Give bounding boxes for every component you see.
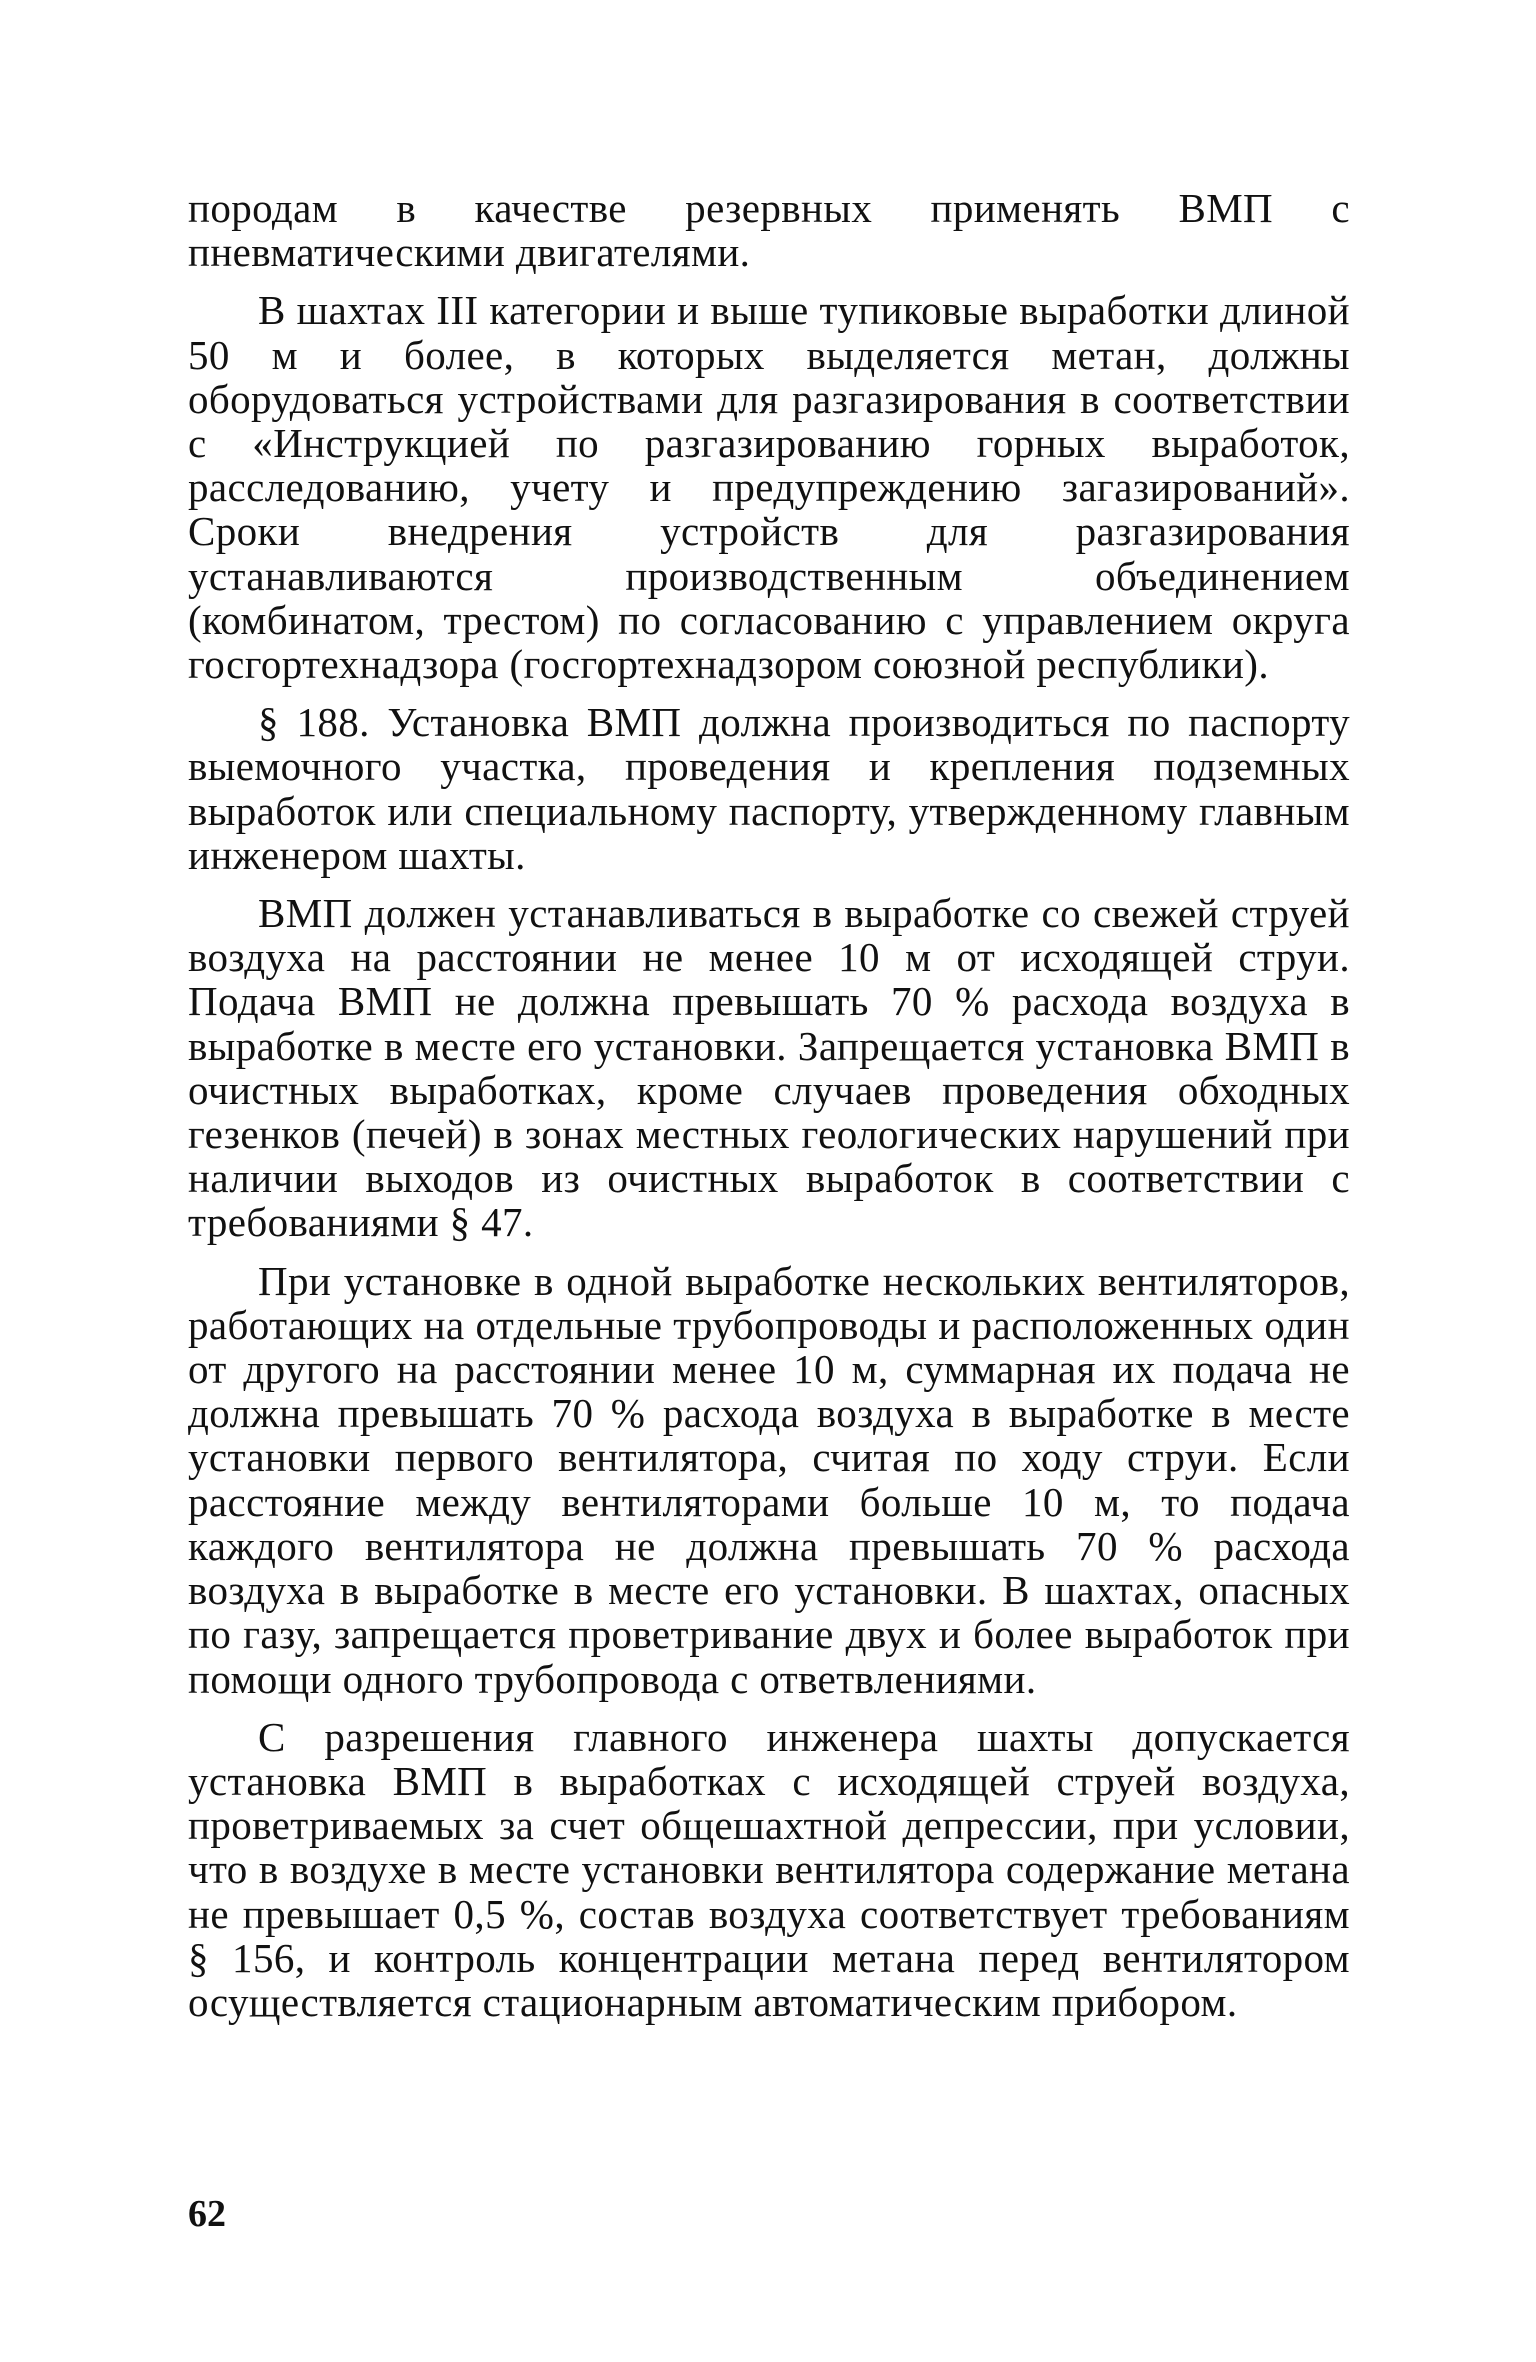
page-body <box>188 186 1350 2024</box>
paragraph-continuation: породам в качестве резервных применять ВМП с пневматическими двигателями. <box>188 185 1350 276</box>
paragraph-chief-engineer-permission: С разрешения главного инженера шахты допускается установка ВМП в выработках с исходящей струей воздуха, проветриваемых за счет общешахтной депрессии, при условии, что в воздухе в месте установки вентилятора содержание метана не превышает 0,5 %, состав воздуха соответствует требованиям § 156, и контроль концентрации метана перед вентилятором осуществляется стационарным автоматическим прибором. <box>188 1713 1350 2025</box>
paragraph-multiple-fans: При установке в одной выработке нескольких вентиляторов, работающих на отдельные трубопроводы и расположенных один от другого на расстоянии менее 10 м, суммарная их подача не должна превышать 70 % расхода воздуха в выработке в месте установки первого вентилятора, считая по ходу струи. Если расстояние между вентиляторами больше 10 м, то подача каждого вентилятора не должна превышать 70 % расхода воздуха в выработке в месте его установки. В шахтах, опасных по газу, запрещается проветривание двух и более выработок при помощи одного трубопровода с ответвлениями. <box>188 1257 1350 1702</box>
paragraph-degassing: В шахтах III категории и выше тупиковые выработки длиной 50 м и более, в которых выделяется метан, должны оборудоваться устройствами для разгазирования в соответствии с «Инструкцией по разгазированию горных выработок, расследованию, учету и предупреждению загазирований». Сроки внедрения устройств для разгазирования устанавливаются производственным объединением (комбинатом, трестом) по согласованию с управлением округа госгортехнадзора (госгортехнадзором союзной республики). <box>188 287 1350 688</box>
paragraph-section-188: § 188. Установка ВМП должна производиться по паспорту выемочного участка, проведения и крепления подземных выработок или специальному паспорту, утвержденному главным инженером шахты. <box>188 699 1350 878</box>
paragraph-vmp-installation: ВМП должен устанавливаться в выработке со свежей струей воздуха на расстоянии не менее 10 м от исходящей струи. Подача ВМП не должна превышать 70 % расхода воздуха в выработке в месте его установки. Запрещается установка ВМП в очистных выработках, кроме случаев проведения обходных гезенков (печей) в зонах местных геологических нарушений при наличии выходов из очистных выработок в соответствии с требованиями § 47. <box>188 890 1350 1246</box>
page-number: 62 <box>188 2193 226 2235</box>
